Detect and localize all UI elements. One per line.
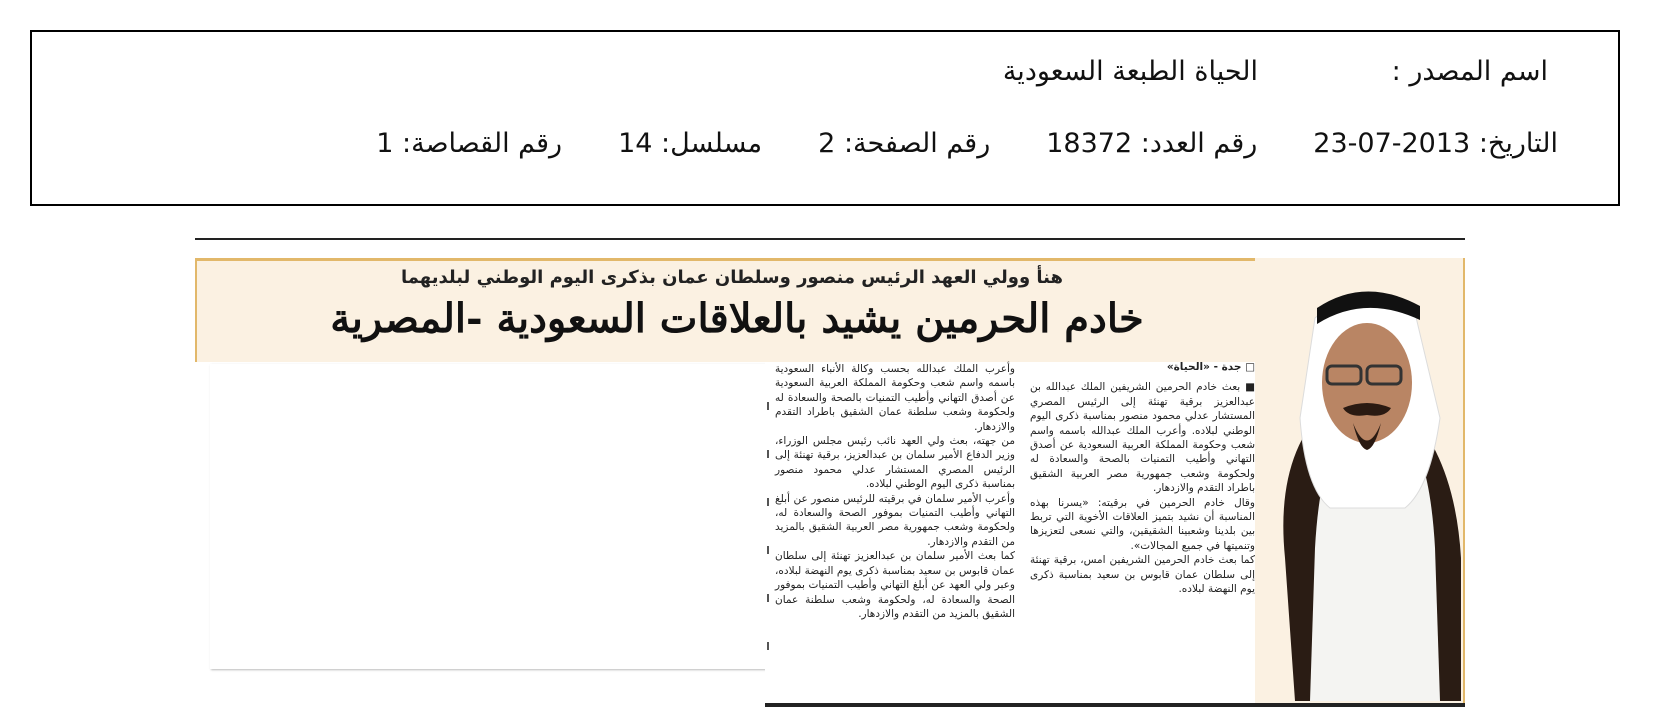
serial-value: 14 (618, 128, 653, 159)
paragraph: وقال خادم الحرمين في برقيته: «يسرنا بهذه المناسبة أن نشيد بتميز العلاقات الأخوية التي تربط بين بلدينا وشعبينا الشقيقين، والتي نسعى لتعزيزها وتنميتها في جميع المجالات». (1030, 496, 1255, 552)
article-kicker: هنأ وولي العهد الرئيس منصور وسلطان عمان بذكرى اليوم الوطني لبلديهما (400, 267, 1064, 288)
article-headline: خادم الحرمين يشيد بالعلاقات السعودية -المصرية (330, 295, 1144, 342)
top-rule (195, 238, 1465, 240)
blank-image-panel (210, 364, 770, 669)
paragraph: كما بعث خادم الحرمين الشريفين امس، برقية تهنئة إلى سلطان عمان قابوس بن سعيد بمناسبة ذكرى يوم النهضة لبلاده. (1030, 554, 1255, 596)
column-edge-marks (765, 362, 773, 702)
newspaper-clipping (195, 238, 1465, 718)
paragraph: وأعرب الأمير سلمان في برقيته للرئيس منصور عن أبلغ التهاني وأطيب التمنيات بموفور الصحة والسعادة له، ولحكومة وشعب جمهورية مصر العربية الشقيق بالمزيد من التقدم والازدهار. (775, 492, 1015, 548)
portrait-figure-icon (1255, 258, 1461, 701)
paragraph: ■ بعث خادم الحرمين الشريفين الملك عبدالله بن عبدالعزيز برقية تهنئة إلى الرئيس المصري المستشار عدلي محمود منصور بمناسبة ذكرى اليوم الوطني لبلاده. وأعرب الملك عبدالله باسمه واسم شعب وحكومة المملكة العربية السعودية عن أصدق التهاني وأطيب التمنيات بالصحة والسعادة له ولحكومة وشعب جمهورية مصر العربية الشقيق باطراد التقدم والازدهار. (1030, 381, 1255, 495)
issue-value: 18372 (1046, 128, 1133, 159)
portrait-photo (1255, 258, 1465, 703)
paragraph: من جهته، بعث ولي العهد نائب رئيس مجلس الوزراء، وزير الدفاع الأمير سلمان بن عبدالعزيز، برقية تهنئة إلى الرئيس المصري المستشار عدلي محمود منصور بمناسبة ذكرى اليوم الوطني لبلاده. (775, 435, 1015, 491)
issue-field: رقم العدد: 18372 (1046, 128, 1258, 159)
source-row (1003, 56, 1548, 87)
paragraph: وأعرب الملك عبدالله بحسب وكالة الأنباء السعودية باسمه واسم شعب وحكومة المملكة العربية السعودية عن أصدق التهاني وأطيب التمنيات بالصحة والسعادة له ولحكومة وشعب سلطنة عمان الشقيق باطراد التقدم والازدهار. (775, 363, 1015, 433)
page-field: رقم الصفحة: 2 (818, 128, 991, 159)
date-field: التاريخ: 23-07-2013 (1313, 128, 1558, 159)
date-value: 23-07-2013 (1313, 128, 1471, 159)
paragraph: كما بعث الأمير سلمان بن عبدالعزيز تهنئة إلى سلطان عمان قابوس بن سعيد بمناسبة ذكرى يوم النهضة لبلاده، وعبر ولي العهد عن أبلغ التهاني وأطيب التمنيات بموفور الصحة والسعادة له، ولحكومة وشعب سلطنة عمان الشقيق بالمزيد من التقدم والازدهار. (775, 550, 1015, 620)
article-body (765, 362, 1255, 702)
source-value: الحياة الطبعة السعودية (1002, 56, 1258, 87)
clip-number-field: رقم القصاصة: 1 (376, 128, 563, 159)
article-column-left (775, 362, 1015, 621)
clip-number-value: 1 (376, 128, 394, 159)
page-value: 2 (818, 128, 836, 159)
article-byline: □ جدة - «الحياة» (1166, 361, 1255, 373)
details-row (376, 128, 1558, 159)
clipping-metadata-box (30, 30, 1620, 206)
bottom-rule (765, 703, 1465, 707)
article-column-right (1030, 360, 1255, 597)
serial-field: مسلسل: 14 (618, 128, 763, 159)
source-label: اسم المصدر : (1391, 56, 1548, 87)
